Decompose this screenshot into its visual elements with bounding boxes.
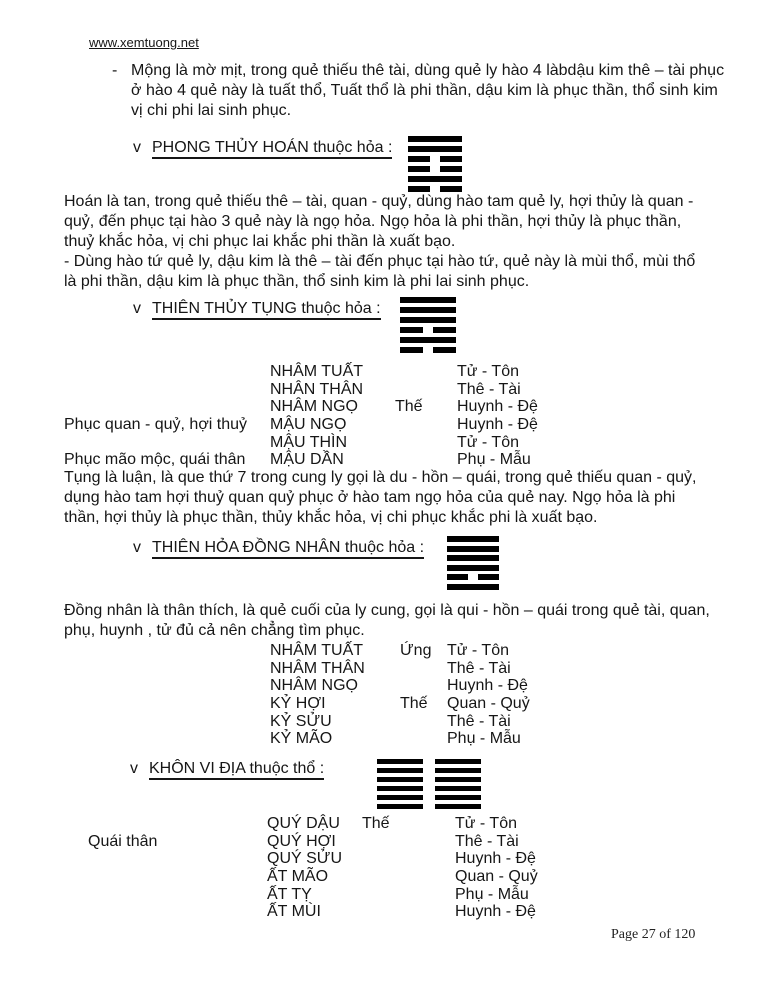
cell-relation: Phụ - Mẫu — [455, 885, 529, 903]
cell-stem-branch: ẤT MÃO — [267, 868, 329, 886]
table-row — [0, 381, 765, 399]
text-line: thuỷ khắc hỏa, vị chi phục lai khắc phi thần là xuất bạo. — [64, 233, 456, 250]
hexagram-khon-vi-dia-icon — [377, 759, 481, 809]
hoan-paragraph — [64, 192, 695, 292]
cell-relation: Thê - Tài — [447, 712, 511, 730]
heading-marker: v — [133, 139, 141, 156]
dong-nhan-lines-table — [0, 642, 765, 748]
cell-note: Quái thân — [88, 832, 158, 850]
section-heading-phong-thuy-hoan — [133, 138, 392, 157]
cell-relation: Thê - Tài — [455, 832, 519, 850]
text-line: Hoán là tan, trong quẻ thiếu thê – tài, quan - quỷ, dùng hào tam quẻ ly, hợi thủy là quan - — [64, 193, 694, 210]
bullet-dash: - — [112, 62, 118, 79]
table-row — [0, 833, 765, 851]
cell-relation: Tử - Tôn — [447, 642, 509, 659]
text-line: - Dùng hào tứ quẻ ly, dậu kim là thê – tài đến phục tại hào tứ, quẻ này là mùi thổ, mùi thổ — [64, 253, 696, 270]
table-row — [0, 677, 765, 695]
table-row — [0, 850, 765, 868]
cell-relation: Tử - Tôn — [457, 363, 519, 380]
cell-stem-branch: NHÂM THÂN — [270, 659, 365, 677]
table-row — [0, 815, 765, 833]
table-row — [0, 730, 765, 748]
text-line: vị chi phi lai sinh phục. — [131, 102, 292, 119]
cell-stem-branch: MẬU THÌN — [270, 433, 348, 451]
text-line: phụ, huynh , tử đủ cả nên chẳng tìm phục. — [64, 622, 365, 639]
heading-title: PHONG THỦY HOÁN thuộc hỏa : — [152, 139, 392, 159]
cell-relation: Huynh - Đệ — [455, 850, 536, 868]
cell-relation: Quan - Quỷ — [455, 868, 538, 886]
text-line: thần, hợi thủy là phục thần, thủy khắc hỏa, vị chi phục khắc phi là xuất bạo. — [64, 509, 598, 526]
cell-stem-branch: ẤT TỴ — [267, 885, 312, 903]
cell-relation: Huynh - Đệ — [457, 416, 538, 434]
table-row — [0, 398, 765, 416]
cell-stem-branch: QUÝ SỬU — [267, 850, 343, 868]
cell-relation: Huynh - Đệ — [455, 903, 536, 921]
cell-stem-branch: NHÂN THÂN — [270, 380, 364, 398]
heading-title: KHÔN VI ĐỊA thuộc thổ : — [149, 760, 324, 780]
cell-relation: Tử - Tôn — [457, 433, 519, 451]
section-heading-thien-hoa-dong-nhan — [133, 538, 424, 557]
page-number: Page 27 of 120 — [611, 927, 696, 942]
cell-note: Phục mão mộc, quái thân — [64, 451, 246, 469]
cell-relation: Quan - Quỷ — [447, 695, 530, 713]
hexagram-phong-thuy-hoan-icon — [408, 136, 462, 192]
cell-stem-branch: ẤT MÙI — [267, 903, 321, 921]
heading-title: THIÊN HỎA ĐỒNG NHÂN thuộc hỏa : — [152, 539, 424, 559]
section-heading-khon-vi-dia — [130, 759, 324, 778]
cell-relation: Phụ - Mẫu — [457, 451, 531, 469]
text-line: là phi thần, dậu kim là phục thần, thổ sinh kim là phi lai sinh phục. — [64, 273, 530, 290]
cell-stem-branch: KỶ SỬU — [270, 712, 332, 730]
text-line: Mộng là mờ mịt, trong quẻ thiếu thê tài, dùng quẻ ly hào 4 làbdậu kim thê – tài phục — [131, 62, 725, 79]
text-line: dụng hào tam hợi thuỷ quan quỷ phục ở hào tam ngọ hỏa của quẻ nay. Ngọ hỏa là phi — [64, 489, 676, 506]
table-row — [0, 886, 765, 904]
tung-paragraph — [64, 468, 696, 528]
cell-stem-branch: KỶ HỢI — [270, 695, 326, 713]
table-row — [0, 451, 765, 469]
cell-stem-branch: KỶ MÃO — [270, 730, 333, 748]
cell-relation: Phụ - Mẫu — [447, 730, 521, 748]
heading-marker: v — [133, 539, 141, 556]
cell-stem-branch: QUÝ HỢI — [267, 832, 336, 850]
table-row — [0, 416, 765, 434]
cell-stem-branch: MẬU NGỌ — [270, 416, 347, 434]
table-row — [0, 363, 765, 381]
cell-stem-branch: NHÂM TUẤT — [270, 363, 364, 380]
table-row — [0, 903, 765, 921]
table-row — [0, 713, 765, 731]
cell-position: Thế — [395, 398, 423, 416]
table-row — [0, 868, 765, 886]
heading-title: THIÊN THỦY TỤNG thuộc hỏa : — [152, 300, 381, 320]
tung-lines-table — [0, 363, 765, 469]
cell-relation: Huynh - Đệ — [457, 398, 538, 416]
section-heading-thien-thuy-tung — [133, 299, 381, 318]
cell-note: Phục quan - quỷ, hợi thuỷ — [64, 416, 248, 434]
cell-position: Thế — [362, 815, 390, 832]
heading-marker: v — [133, 300, 141, 317]
cell-relation: Tử - Tôn — [455, 815, 517, 832]
cell-stem-branch: QUÝ DẬU — [267, 815, 340, 832]
cell-stem-branch: NHÂM NGỌ — [270, 677, 358, 695]
table-row — [0, 642, 765, 660]
table-row — [0, 434, 765, 452]
text-line: Đồng nhân là thân thích, là quẻ cuối của ly cung, gọi là qui - hồn – quái trong quẻ tài, quan, — [64, 602, 710, 619]
intro-paragraph — [131, 61, 724, 121]
text-line: Tụng là luận, là que thứ 7 trong cung ly gọi là du - hồn – quái, trong quẻ thiếu quan - quỷ, — [64, 469, 697, 486]
hexagram-thien-thuy-tung-icon — [400, 297, 456, 353]
text-line: ở hào 4 quẻ này là tuất thổ, Tuất thổ là phi thần, dậu kim là phục thần, thổ sinh kim — [131, 82, 718, 99]
text-line: quỷ, đến phục tại hào 3 quẻ này là ngọ hỏa. Ngọ hỏa là phi thần, hợi thủy là phục thần, — [64, 213, 682, 230]
cell-position: Thế — [400, 695, 428, 713]
cell-relation: Thê - Tài — [447, 659, 511, 677]
cell-stem-branch: MẬU DẦN — [270, 451, 344, 469]
cell-relation: Huynh - Đệ — [447, 677, 528, 695]
heading-marker: v — [130, 760, 138, 777]
khon-lines-table — [0, 815, 765, 921]
hexagram-thien-hoa-dong-nhan-icon — [447, 536, 499, 590]
site-link[interactable]: www.xemtuong.net — [89, 35, 199, 50]
cell-position: Ứng — [400, 642, 432, 659]
cell-stem-branch: NHÂM NGỌ — [270, 398, 358, 416]
dong-nhan-paragraph — [64, 601, 710, 641]
cell-stem-branch: NHÂM TUẤT — [270, 642, 364, 659]
table-row — [0, 660, 765, 678]
cell-relation: Thê - Tài — [457, 380, 521, 398]
table-row — [0, 695, 765, 713]
